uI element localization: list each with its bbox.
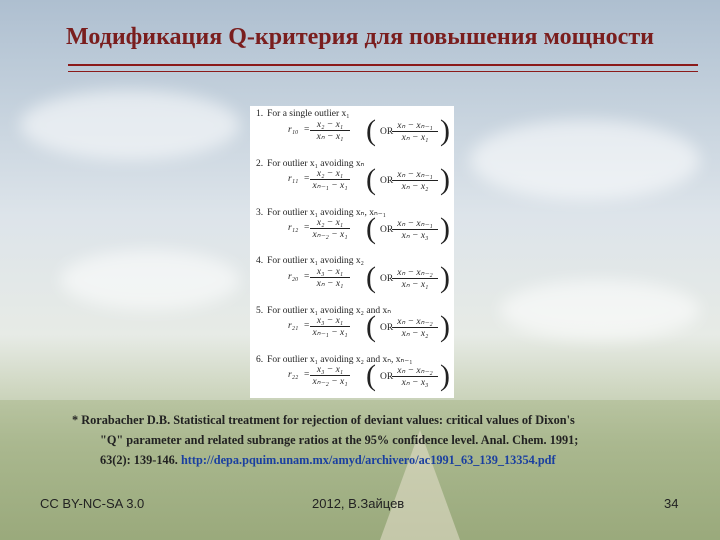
- or-label: OR: [380, 323, 394, 333]
- or-label: OR: [380, 225, 394, 235]
- or-label: OR: [380, 274, 394, 284]
- case-number: 5.: [256, 306, 264, 316]
- equals-sign: =: [304, 223, 310, 233]
- formula-case: 3. For outlier x₁ avoiding xₙ, xₙ₋₁ r₁₂ = $\frac{\text{x₂ − x₁}}{\text{xₙ₋₂ − x₁}}$ ( OR ) $\frac{\text{xₙ − xₙ₋₁}}{\text{xₙ − x₃}}$: [256, 208, 450, 245]
- case-heading: For outlier x₁ avoiding xₙ: [267, 159, 365, 169]
- or-label: OR: [380, 176, 394, 186]
- fraction-left: $\frac{\text{x₃ − x₁}}{\text{xₙ − x₁}}$: [310, 267, 350, 289]
- formula-case: 6. For outlier x₁ avoiding x₂ and xₙ, xₙ₋₁ r₂₂ = $\frac{\text{x₃ − x₁}}{\text{xₙ₋₂ − x₁}}$ ( OR ) $\frac{\text{xₙ − xₙ₋₂}}{\text{xₙ − x₃}}$: [256, 355, 450, 392]
- case-heading: For outlier x₁ avoiding x₂: [267, 256, 364, 266]
- equals-sign: =: [304, 272, 310, 282]
- citation-link[interactable]: http://depa.pquim.unam.mx/amyd/archivero/ac1991_63_139_13354.pdf: [180, 453, 556, 467]
- dixon-ratio-formulas: [250, 106, 454, 398]
- citation-line-1: * Rorabacher D.B. Statistical treatment for rejection of deviant values: critical values of Dixon's: [72, 413, 575, 427]
- fraction-right: $\frac{\text{xₙ − xₙ₋₂}}{\text{xₙ − x₁}}$: [392, 267, 438, 290]
- case-number: 1.: [256, 109, 264, 119]
- page-number: 34: [664, 496, 679, 511]
- fraction-left: $\frac{\text{x₂ − x₁}}{\text{xₙ₋₂ − x₁}}$: [310, 218, 350, 240]
- cloud: [20, 90, 240, 160]
- case-number: 6.: [256, 355, 264, 365]
- case-heading: For a single outlier x₁: [267, 109, 350, 119]
- citation-line-2: "Q" parameter and related subrange ratios at the 95% confidence level. Anal. Chem. 1991;: [100, 433, 579, 447]
- case-number: 2.: [256, 159, 264, 169]
- or-label: OR: [380, 127, 394, 137]
- ratio-symbol: r₁₁: [288, 174, 299, 184]
- equals-sign: =: [304, 321, 310, 331]
- ratio-symbol: r₂₂: [288, 370, 299, 380]
- author-label: 2012, В.Зайцев: [312, 496, 405, 511]
- equals-sign: =: [304, 370, 310, 380]
- ratio-symbol: r₁₀: [288, 125, 299, 135]
- fraction-left: $\frac{\text{x₃ − x₁}}{\text{xₙ₋₁ − x₁}}$: [310, 316, 350, 338]
- case-heading: For outlier x₁ avoiding x₂ and xₙ, xₙ₋₁: [267, 355, 413, 365]
- case-heading: For outlier x₁ avoiding x₂ and xₙ: [267, 306, 391, 316]
- formula-case: 1. For a single outlier x₁ r₁₀ = $\frac{\text{x₂ − x₁}}{\text{xₙ − x₁}}$ ( OR ) $\frac{\text{xₙ − xₙ₋₁}}{\text{xₙ − x₁}}$: [256, 109, 450, 147]
- case-heading: For outlier x₁ avoiding xₙ, xₙ₋₁: [267, 208, 387, 218]
- fraction-right: $\frac{\text{xₙ − xₙ₋₂}}{\text{xₙ − x₃}}$: [392, 365, 438, 388]
- fraction-left: $\frac{\text{x₃ − x₁}}{\text{xₙ₋₂ − x₁}}$: [310, 365, 350, 387]
- or-label: OR: [380, 372, 394, 382]
- fraction-left: $\frac{\text{x₂ − x₁}}{\text{xₙ₋₁ − x₁}}$: [310, 169, 350, 191]
- case-number: 4.: [256, 256, 264, 266]
- equals-sign: =: [304, 125, 310, 135]
- formula-case: 2. For outlier x₁ avoiding xₙ r₁₁ = $\frac{\text{x₂ − x₁}}{\text{xₙ₋₁ − x₁}}$ ( OR ) $\frac{\text{xₙ − xₙ₋₁}}{\text{xₙ − x₂}}$: [256, 159, 450, 196]
- citation-line-3: 63(2): 139-146.: [100, 453, 181, 467]
- fraction-right: $\frac{\text{xₙ − xₙ₋₁}}{\text{xₙ − x₃}}$: [392, 218, 438, 241]
- fraction-left: $\frac{\text{x₂ − x₁}}{\text{xₙ − x₁}}$: [310, 120, 350, 142]
- fraction-right: $\frac{\text{xₙ − xₙ₋₁}}{\text{xₙ − x₁}}$: [392, 120, 438, 143]
- ratio-symbol: r₁₂: [288, 223, 299, 233]
- cloud: [500, 280, 700, 340]
- license-label: CC BY-NC-SA 3.0: [40, 496, 145, 511]
- slide-title: Модификация Q-критерия для повышения мощности: [66, 24, 654, 50]
- case-number: 3.: [256, 208, 264, 218]
- fraction-right: $\frac{\text{xₙ − xₙ₋₁}}{\text{xₙ − x₂}}$: [392, 169, 438, 192]
- title-divider-thin: [68, 71, 698, 72]
- ratio-symbol: r₂₁: [288, 321, 299, 331]
- cloud: [60, 250, 240, 310]
- formula-case: 4. For outlier x₁ avoiding x₂ r₂₀ = $\frac{\text{x₃ − x₁}}{\text{xₙ − x₁}}$ ( OR ) $\frac{\text{xₙ − xₙ₋₂}}{\text{xₙ − x₁}}$: [256, 256, 450, 294]
- citation: [72, 410, 662, 470]
- cloud: [470, 120, 700, 200]
- fraction-right: $\frac{\text{xₙ − xₙ₋₂}}{\text{xₙ − x₂}}$: [392, 316, 438, 339]
- ratio-symbol: r₂₀: [288, 272, 299, 282]
- title-divider: [68, 64, 698, 66]
- formula-case: 5. For outlier x₁ avoiding x₂ and xₙ r₂₁ = $\frac{\text{x₃ − x₁}}{\text{xₙ₋₁ − x₁}}$ ( OR ) $\frac{\text{xₙ − xₙ₋₂}}{\text{xₙ − x₂}}$: [256, 306, 450, 343]
- equals-sign: =: [304, 174, 310, 184]
